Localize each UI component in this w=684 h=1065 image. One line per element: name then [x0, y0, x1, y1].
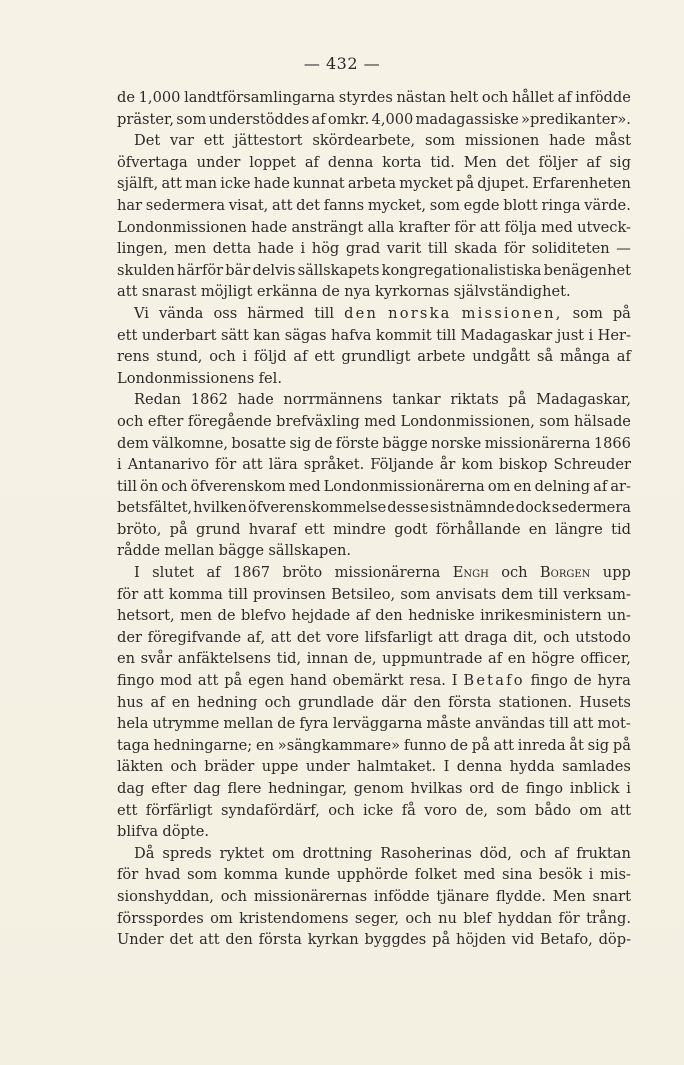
text-line: själft, att man icke hade kunnat arbeta mycket på djupet. Erfarenheten [117, 175, 631, 193]
text-line: skulden härför bär delvis sällskapets kongregationalistiska benägenhet [117, 261, 631, 279]
text-line: och efter föregående brefväxling med Londonmissionen, som hälsade [117, 412, 631, 430]
text-line: de 1,000 landtförsamlingarna styrdes nästan helt och hållet af infödde [117, 89, 631, 106]
text-line: Redan 1862 hade norrmännens tankar riktats på Madagaskar, [134, 391, 631, 409]
text-line: sionshyddan, och missionärernas infödde tjänare flydde. Men snart [117, 887, 631, 905]
page-number: — 432 — [303, 54, 381, 73]
text-line: hus af en hedning och grundlade där den första stationen. Husets [117, 693, 631, 711]
text-line: för hvad som komma kunde upphörde folket med sina besök i mis- [117, 866, 631, 884]
text-line: till ön och öfverenskom med Londonmissionärerna om en delning af ar- [117, 477, 631, 495]
text-line: präster, som understöddes af omkr. 4,000 madagassiske »predikanter». [117, 110, 631, 128]
text-line: lingen, men detta hade i hög grad varit till skada för soliditeten — [117, 240, 631, 258]
text-line: ett förfärligt syndafördärf, och icke få voro de, som bådo om att [117, 801, 631, 819]
text-line: Det var ett jättestort skördearbete, som missionen hade måst [134, 132, 631, 150]
text-line: Under det att den första kyrkan byggdes på höjden vid Betafo, döp- [117, 931, 631, 949]
text-line: Londonmissionens fel. [117, 369, 282, 387]
text-line: en svår anfäktelsens tid, innan de, uppmuntrade af en högre officer, [117, 650, 631, 668]
text-line: bröto, på grund hvaraf ett mindre godt förhållande en längre tid [117, 520, 631, 538]
text-line: fingo mod att på egen hand obemärkt resa. I Betafo fingo de hyra [117, 672, 631, 690]
text-line: Londonmissionen hade ansträngt alla krafter för att följa med utveck- [117, 218, 631, 236]
text-line: Vi vända oss härmed till den norska missionen, som på [134, 304, 631, 322]
text-line: för att komma till provinsen Betsileo, som anvisats dem till verksam- [117, 585, 631, 603]
text-line: I slutet af 1867 bröto missionärerna Engh och Borgen upp [134, 564, 631, 582]
text-line: rens stund, och i följd af ett grundligt arbete undgått så många af [117, 348, 631, 366]
text-line: taga hedningarne; en »sängkammare» funno de på att inreda åt sig på [117, 736, 631, 754]
text-line: i Antanarivo för att lära språket. Följande år kom biskop Schreuder [117, 456, 631, 474]
text-line: hetsort, men de blefvo hejdade af den hedniske inrikesministern un- [117, 607, 631, 625]
text-line: ett underbart sätt kan sägas hafva kommit till Madagaskar just i Her- [117, 326, 631, 344]
text-line: att snarast möjligt erkänna de nya kyrkornas självständighet. [117, 283, 571, 301]
text-line: Då spreds ryktet om drottning Rasoherinas död, och af fruktan [134, 844, 631, 862]
text-line: blifva döpte. [117, 823, 210, 841]
text-line: har sedermera visat, att det fanns mycket, som egde blott ringa värde. [117, 196, 631, 214]
text-line: hela utrymme mellan de fyra lerväggarna måste användas till att mot- [117, 715, 631, 733]
text-line: läkten och bräder uppe under halmtaket. I denna hydda samlades [117, 758, 631, 776]
text-line: dag efter dag flere hedningar, genom hvilkas ord de fingo inblick i [117, 780, 631, 797]
body-text [117, 87, 631, 951]
text-line: der föregifvande af, att det vore lifsfarligt att draga dit, och utstodo [117, 628, 631, 646]
text-line: öfvertaga under loppet af denna korta tid. Men det följer af sig [117, 153, 631, 171]
text-line: dem välkomne, bosatte sig de förste bägge norske missionärerna 1866 [117, 434, 631, 452]
text-line: försspordes om kristendomens seger, och nu blef hyddan för trång. [117, 909, 631, 927]
text-line: betsfältet, hvilken öfverenskommelse desse sistnämnde dock sedermera [117, 499, 631, 517]
text-line: rådde mellan bägge sällskapen. [117, 542, 351, 560]
